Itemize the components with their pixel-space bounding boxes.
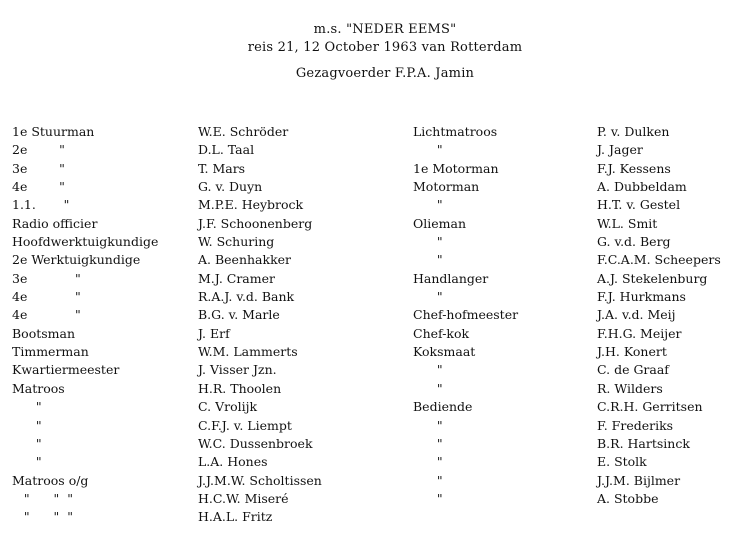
crew-name-entry: H.R. Thoolen: [198, 380, 282, 396]
crew-name-entry: C. de Graaf: [597, 362, 669, 378]
rank-entry: ": [413, 435, 443, 451]
crew-name-entry: G. v. Duyn: [198, 179, 263, 195]
crew-name-entry: B.R. Hartsinck: [597, 435, 690, 451]
rank-entry: ": [12, 435, 42, 451]
crew-name-entry: A. Stobbe: [597, 490, 659, 506]
rank-entry: ": [413, 252, 443, 268]
crew-name-entry: W.M. Lammerts: [198, 344, 298, 360]
rank-entry: 1.1. ": [12, 197, 70, 213]
rank-entry: 4e ": [12, 179, 65, 195]
ship-name: m.s. "NEDER EEMS": [313, 22, 457, 37]
rank-entry: 1e Motorman: [413, 160, 499, 176]
crew-name-entry: C. Vrolijk: [198, 399, 258, 415]
rank-entry: 1e Stuurman: [12, 124, 95, 139]
right-ranks-column: [413, 123, 593, 508]
rank-entry: Hoofdwerktuigkundige: [12, 234, 159, 250]
rank-entry: Radio officier: [12, 215, 98, 231]
crew-name-entry: A. Dubbeldam: [597, 179, 687, 195]
crew-name-entry: G. v.d. Berg: [597, 234, 671, 250]
crew-name-entry: R. Wilders: [597, 380, 663, 396]
crew-name-entry: H.C.W. Miseré: [198, 490, 289, 506]
crew-name-entry: J.J.M.W. Scholtissen: [198, 472, 322, 488]
crew-name-entry: J.A. v.d. Meij: [597, 307, 676, 323]
crew-name-entry: F.C.A.M. Scheepers: [597, 252, 721, 268]
rank-entry: Handlanger: [413, 270, 489, 286]
crew-name-entry: F.J. Kessens: [597, 160, 671, 176]
rank-entry: Bootsman: [12, 325, 76, 341]
rank-entry: Matroos o/g: [12, 472, 89, 488]
left-ranks-column: [12, 123, 192, 527]
crew-name-entry: T. Mars: [198, 160, 246, 176]
crew-name-entry: H.A.L. Fritz: [198, 509, 273, 525]
rank-entry: ": [12, 454, 42, 470]
rank-entry: 3e ": [12, 160, 65, 176]
rank-entry: ": [413, 472, 443, 488]
crew-name-entry: J. Jager: [597, 142, 643, 158]
crew-name-entry: L.A. Hones: [198, 454, 268, 470]
rank-entry: 4e ": [12, 289, 81, 305]
crew-name-entry: M.P.E. Heybrock: [198, 197, 304, 213]
rank-entry: Chef-hofmeester: [413, 307, 519, 323]
crew-name-entry: F. Frederiks: [597, 417, 674, 433]
rank-entry: 4e ": [12, 307, 81, 323]
crew-name-entry: J.H. Konert: [597, 344, 667, 360]
crew-name-entry: A.J. Stekelenburg: [597, 270, 708, 286]
right-names-column: [597, 123, 747, 508]
crew-name-entry: J. Visser Jzn.: [198, 362, 277, 378]
crew-name-entry: W.E. Schröder: [198, 124, 289, 139]
crew-name-entry: W. Schuring: [198, 234, 275, 250]
crew-name-entry: J.J.M. Bijlmer: [597, 472, 681, 488]
crew-name-entry: M.J. Cramer: [198, 270, 275, 286]
crew-name-entry: B.G. v. Marle: [198, 307, 280, 323]
rank-entry: ": [413, 289, 443, 305]
crew-name-entry: P. v. Dulken: [597, 124, 670, 139]
crew-name-entry: H.T. v. Gestel: [597, 197, 681, 213]
crew-name-entry: F.J. Hurkmans: [597, 289, 686, 305]
rank-entry: Chef-kok: [413, 325, 470, 341]
rank-entry: " " ": [12, 490, 73, 506]
rank-entry: ": [12, 417, 42, 433]
rank-entry: Koksmaat: [413, 344, 476, 360]
crew-name-entry: W.L. Smit: [597, 215, 658, 231]
rank-entry: Motorman: [413, 179, 480, 195]
rank-entry: ": [413, 197, 443, 213]
crew-name-entry: J.F. Schoonenberg: [198, 215, 313, 231]
rank-entry: Kwartiermeester: [12, 362, 120, 378]
rank-entry: 2e ": [12, 142, 65, 158]
rank-entry: ": [413, 417, 443, 433]
crew-name-entry: C.R.H. Gerritsen: [597, 399, 703, 415]
crew-name-entry: A. Beenhakker: [198, 252, 292, 268]
rank-entry: ": [413, 362, 443, 378]
rank-entry: ": [413, 142, 443, 158]
crew-name-entry: F.H.G. Meijer: [597, 325, 682, 341]
rank-entry: Matroos: [12, 380, 65, 396]
crew-name-entry: J. Erf: [198, 325, 230, 341]
rank-entry: Lichtmatroos: [413, 124, 498, 139]
crew-name-entry: C.F.J. v. Liempt: [198, 417, 292, 433]
rank-entry: 3e ": [12, 270, 81, 286]
rank-entry: Bediende: [413, 399, 473, 415]
rank-entry: 2e Werktuigkundige: [12, 252, 141, 268]
voyage-line: reis 21, 12 October 1963 van Rotterdam: [247, 40, 523, 55]
crew-name-entry: R.A.J. v.d. Bank: [198, 289, 295, 305]
crew-name-entry: W.C. Dussenbroek: [198, 435, 313, 451]
left-names-column: [198, 123, 403, 527]
captain-line: Gezagvoerder F.P.A. Jamin: [295, 66, 475, 81]
rank-entry: ": [413, 234, 443, 250]
rank-entry: ": [413, 380, 443, 396]
rank-entry: ": [12, 399, 42, 415]
rank-entry: " " ": [12, 509, 73, 525]
rank-entry: ": [413, 490, 443, 506]
rank-entry: ": [413, 454, 443, 470]
crew-name-entry: E. Stolk: [597, 454, 647, 470]
rank-entry: Olieman: [413, 215, 466, 231]
crew-name-entry: D.L. Taal: [198, 142, 255, 158]
rank-entry: Timmerman: [12, 344, 89, 360]
